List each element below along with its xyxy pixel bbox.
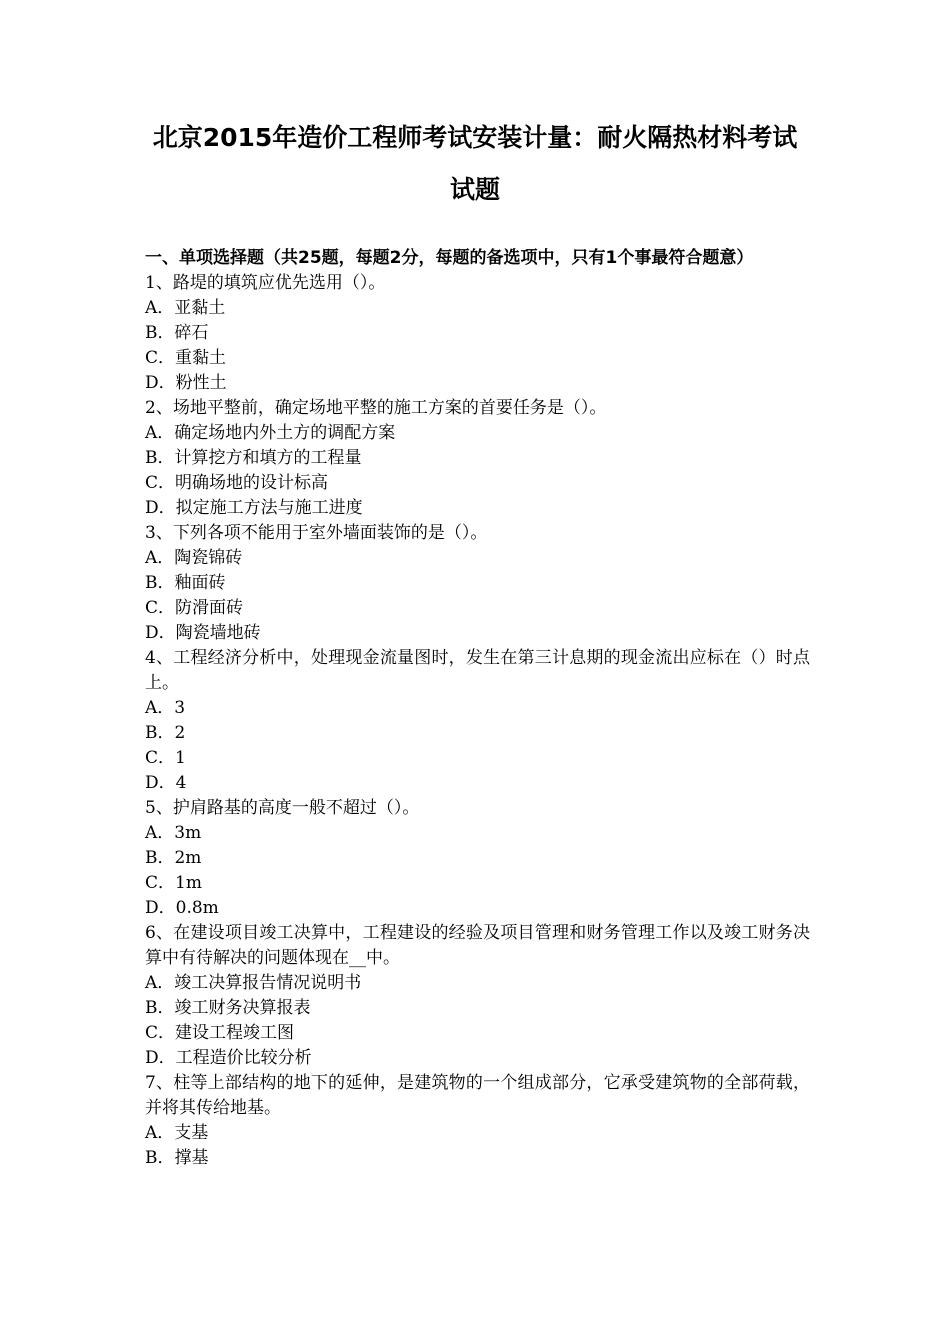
option-d: D．工程造价比较分析 bbox=[145, 1048, 312, 1068]
question-5 bbox=[145, 796, 810, 921]
option-b: B．计算挖方和填方的工程量 bbox=[145, 448, 362, 468]
option-c: C．1m bbox=[145, 873, 202, 893]
option-c: C．重黏土 bbox=[145, 348, 227, 368]
question-3 bbox=[145, 521, 810, 646]
option-b: B．碎石 bbox=[145, 323, 209, 343]
option-b: B．竣工财务决算报表 bbox=[145, 998, 311, 1018]
question-2 bbox=[145, 396, 810, 521]
option-d: D．陶瓷墙地砖 bbox=[145, 623, 261, 643]
option-b: B．2m bbox=[145, 848, 202, 868]
document-body bbox=[145, 246, 810, 1171]
option-c: C．建设工程竣工图 bbox=[145, 1023, 295, 1043]
option-a: A．支基 bbox=[145, 1123, 209, 1143]
question-1 bbox=[145, 271, 810, 396]
option-a: A．陶瓷锦砖 bbox=[145, 548, 243, 568]
question-text: 7、柱等上部结构的地下的延伸，是建筑物的一个组成部分，它承受建筑物的全部荷载，并将其传给地基。 bbox=[145, 1073, 810, 1118]
option-c: C．防滑面砖 bbox=[145, 598, 244, 618]
option-a: A．3 bbox=[145, 698, 186, 718]
option-a: A．确定场地内外土方的调配方案 bbox=[145, 423, 396, 443]
option-a: A．3m bbox=[145, 823, 202, 843]
question-text: 5、护肩路基的高度一般不超过（）。 bbox=[145, 798, 420, 818]
question-6 bbox=[145, 921, 810, 1071]
option-d: D．4 bbox=[145, 773, 187, 793]
option-c: C．明确场地的设计标高 bbox=[145, 473, 329, 493]
option-c: C．1 bbox=[145, 748, 186, 768]
option-b: B．撑基 bbox=[145, 1148, 209, 1168]
question-4 bbox=[145, 646, 810, 796]
question-text: 6、在建设项目竣工决算中，工程建设的经验及项目管理和财务管理工作以及竣工财务决算中有待解决的问题体现在__中。 bbox=[145, 923, 810, 968]
title-line-2: 试题 bbox=[449, 175, 500, 204]
question-7 bbox=[145, 1071, 810, 1171]
question-text: 3、下列各项不能用于室外墙面装饰的是（）。 bbox=[145, 523, 488, 543]
section-header: 一、单项选择题（共25题，每题2分，每题的备选项中，只有1个事最符合题意） bbox=[145, 248, 754, 268]
option-a: A．亚黏土 bbox=[145, 298, 226, 318]
option-d: D．0.8m bbox=[145, 898, 219, 918]
question-text: 1、路堤的填筑应优先选用（）。 bbox=[145, 273, 386, 293]
document-title bbox=[130, 112, 820, 216]
option-b: B．釉面砖 bbox=[145, 573, 226, 593]
option-d: D．粉性土 bbox=[145, 373, 227, 393]
title-line-1: 北京2015年造价工程师考试安装计量：耐火隔热材料考试 bbox=[152, 123, 798, 152]
option-d: D．拟定施工方法与施工进度 bbox=[145, 498, 363, 518]
option-a: A．竣工决算报告情况说明书 bbox=[145, 973, 362, 993]
question-text: 2、场地平整前，确定场地平整的施工方案的首要任务是（）。 bbox=[145, 398, 607, 418]
question-text: 4、工程经济分析中，处理现金流量图时，发生在第三计息期的现金流出应标在（）时点上。 bbox=[145, 648, 810, 693]
option-b: B．2 bbox=[145, 723, 186, 743]
